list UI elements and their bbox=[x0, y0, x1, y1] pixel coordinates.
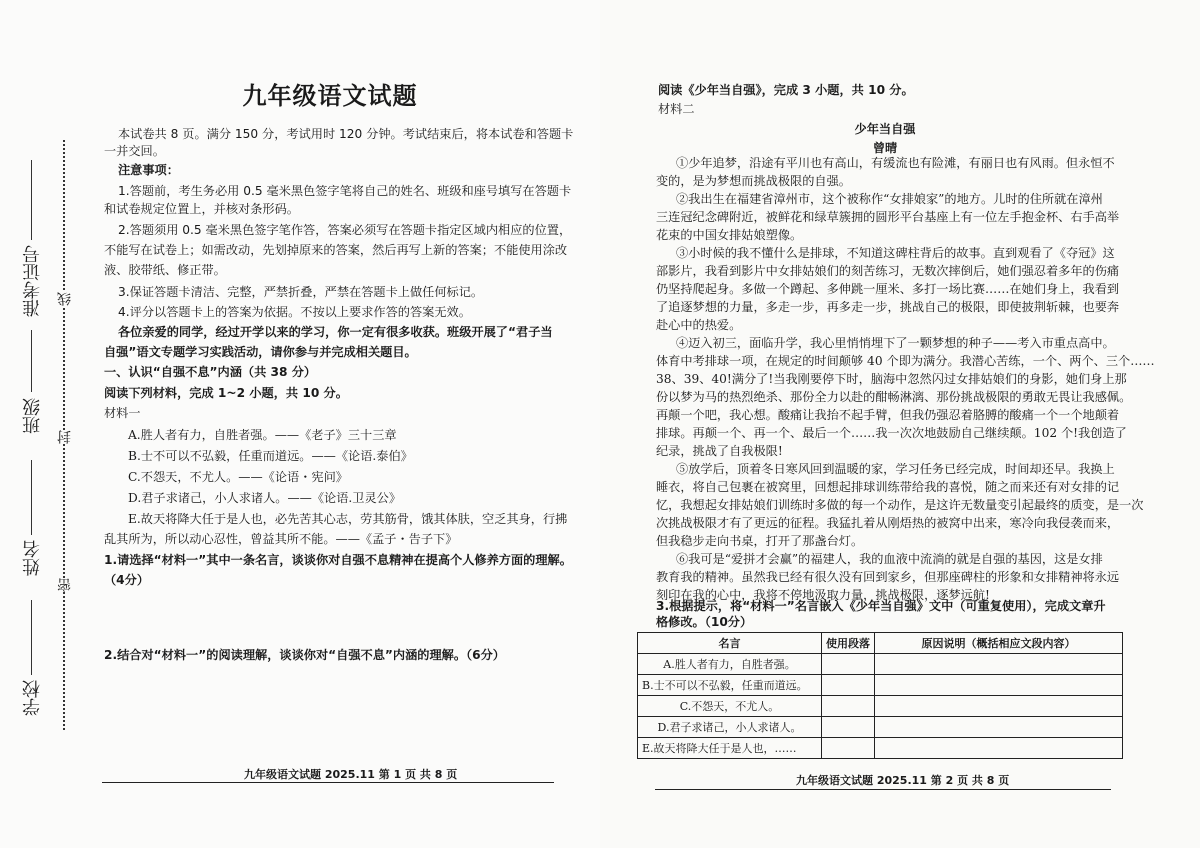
preface-line: 自强”语文专题学习实践活动，请你参与并完成相关题目。 bbox=[104, 345, 417, 359]
question-3: 3.根据提示，将“材料一”名言嵌入《少年当自强》文中（可重复使用），完成文章升 bbox=[656, 599, 1106, 613]
quote-usage-table bbox=[637, 632, 1123, 759]
essay-line: ①少年追梦，沿途有平川也有高山，有缓流也有险滩，有丽日也有风雨。但永恒不 bbox=[676, 156, 1115, 170]
name-field[interactable] bbox=[31, 460, 32, 535]
note-line: 2.答题须用 0.5 毫米黑色签字笔作答，答案必须写在答题卡指定区域内相应的位置， bbox=[118, 223, 572, 237]
page1-footer-rule bbox=[102, 782, 554, 783]
table-cell-paragraph[interactable] bbox=[822, 717, 875, 738]
essay-line: 赴心中的热爱。 bbox=[656, 318, 742, 332]
table-cell-paragraph[interactable] bbox=[822, 654, 875, 675]
notes-heading: 注意事项： bbox=[118, 163, 179, 177]
essay-line: 三连冠纪念碑附近，被鲜花和绿草簇拥的圆形平台基座上有一位左手抱金杯、右手高举 bbox=[656, 210, 1120, 224]
seal-char-feng: 封 bbox=[57, 430, 73, 444]
table-cell-quote: E.故天将降大任于是人也，…… bbox=[638, 738, 822, 759]
table-cell-reason[interactable] bbox=[875, 738, 1123, 759]
page1-footer: 九年级语文试题 2025.11 第 1 页 共 8 页 bbox=[244, 768, 458, 781]
essay-line: ⑤放学后，顶着冬日寒风回到温暖的家，学习任务已经完成，时间却还早。我换上 bbox=[676, 462, 1115, 476]
essay-line: 但我稳步走向书桌，打开了那盏台灯。 bbox=[656, 534, 864, 548]
binding-margin bbox=[0, 0, 95, 848]
note-line: 4.评分以答题卡上的答案为依据。不按以上要求作答的答案无效。 bbox=[118, 305, 471, 319]
essay-line: 再颠一个吧，我心想。酸痛让我抬不起手臂，但我仍强忍着胳膊的酸痛一个一个地颠着 bbox=[656, 408, 1120, 422]
table-cell-quote: C.不怨天，不尤人。 bbox=[638, 696, 822, 717]
school-field[interactable] bbox=[31, 600, 32, 675]
quote-e-cont: 乱其所为，所以动心忍性，曾益其所不能。——《孟子・告子下》 bbox=[104, 532, 458, 546]
class-field[interactable] bbox=[31, 330, 32, 392]
intro-line: 本试卷共 8 页。满分 150 分，考试用时 120 分钟。考试结束后，将本试卷和答题卡 bbox=[118, 127, 574, 141]
table-row bbox=[638, 696, 1123, 717]
quote-b: B.士不可以不弘毅，任重而道远。——《论语.泰伯》 bbox=[128, 449, 413, 463]
essay-line: ④迈入初三，面临升学，我心里悄悄埋下了一颗梦想的种子——考入市重点高中。 bbox=[676, 336, 1115, 350]
table-cell-quote: D.君子求诸己，小人求诸人。 bbox=[638, 717, 822, 738]
seal-char-xian: 线 bbox=[57, 292, 73, 306]
question-1: 1.请选择“材料一”其中一条名言，谈谈你对自强不息精神在提高个人修养方面的理解。 bbox=[104, 553, 572, 567]
essay-line: 部影片，我看到影片中女排姑娘们的刻苦练习，无数次摔倒后，她们强忍着多年的伤痛 bbox=[656, 264, 1120, 278]
essay-line: 了追逐梦想的力量，多走一步，再多走一步，挑战自己的极限，即使披荆斩棘，也要奔 bbox=[656, 300, 1120, 314]
ticket-field[interactable] bbox=[31, 160, 32, 240]
table-row bbox=[638, 717, 1123, 738]
ticket-label: 准考证号 bbox=[22, 245, 43, 317]
essay-title: 少年当自强 bbox=[854, 122, 916, 136]
table-cell-reason[interactable] bbox=[875, 654, 1123, 675]
table-header-row bbox=[638, 633, 1123, 654]
read-instruction: 阅读下列材料，完成 1~2 小题，共 10 分。 bbox=[104, 386, 348, 400]
essay-line: 体育中考排球一项，在规定的时间颠够 40 个即为满分。我潜心苦练，一个、两个、三个…… bbox=[656, 354, 1155, 368]
note-line: 1.答题前，考生务必用 0.5 毫米黑色签字笔将自己的姓名、班级和座号填写在答题卡 bbox=[118, 184, 572, 198]
note-line: 和试卷规定位置上，并核对条形码。 bbox=[104, 202, 299, 216]
note-line: 液、胶带纸、修正带。 bbox=[104, 263, 226, 277]
essay-line: 仍坚持爬起身。多做一个蹲起、多伸跳一厘米、多打一场比赛……在她们身上，我看到 bbox=[656, 282, 1120, 296]
table-row bbox=[638, 654, 1123, 675]
page-title: 九年级语文试题 bbox=[242, 82, 418, 110]
essay-line: ②我出生在福建省漳州市，这个被称作“女排娘家”的地方。儿时的住所就在漳州 bbox=[676, 192, 1103, 206]
class-label: 班级 bbox=[22, 398, 43, 434]
material-two-label: 材料二 bbox=[658, 102, 695, 116]
essay-line: 排球。再颠一个、再一个、最后一个……我一次次地鼓励自己继续颠。102 个!我创造了 bbox=[656, 426, 1127, 440]
table-cell-paragraph[interactable] bbox=[822, 675, 875, 696]
essay-line: 教育我的精神。虽然我已经有很久没有回到家乡，但那座碑柱的形象和女排精神将永远 bbox=[656, 570, 1120, 584]
essay-line: 刻印在我的心中，我将不停地汲取力量，挑战极限，逐梦远航! bbox=[656, 588, 990, 602]
table-row bbox=[638, 675, 1123, 696]
intro-line: 一并交回。 bbox=[104, 144, 165, 158]
question-1-score: （4分） bbox=[104, 573, 150, 587]
table-cell-paragraph[interactable] bbox=[822, 696, 875, 717]
name-label: 姓名 bbox=[22, 540, 43, 576]
essay-line: 变的，是为梦想而挑战极限的自强。 bbox=[656, 174, 851, 188]
section-heading: 一、认识“自强不息”内涵（共 38 分） bbox=[104, 365, 317, 379]
table-header-quote: 名言 bbox=[638, 633, 822, 654]
essay-line: 38、39、40!满分了!当我刚要停下时，脑海中忽然闪过女排姑娘们的身影，她们身上那 bbox=[656, 372, 1127, 386]
table-cell-reason[interactable] bbox=[875, 696, 1123, 717]
essay-line: 睡衣，将自己包裹在被窝里，回想起排球训练带给我的喜悦，随之而来还有对女排的记 bbox=[656, 480, 1120, 494]
table-header-reason: 原因说明（概括相应文段内容） bbox=[875, 633, 1123, 654]
essay-line: 份以梦为马的热烈绝杀、那份全力以赴的酣畅淋漓、那份挑战极限的勇敢无畏让我感佩。 bbox=[656, 390, 1132, 404]
essay-line: 忆，我想起女排姑娘们训练时多做的每一个动作，是这许无数量变引起最终的质变，是一次 bbox=[656, 498, 1144, 512]
table-cell-paragraph[interactable] bbox=[822, 738, 875, 759]
essay-line: ⑥我可是“爱拼才会赢”的福建人，我的血液中流淌的就是自强的基因，这是女排 bbox=[676, 552, 1103, 566]
quote-c: C.不怨天，不尤人。——《论语・宪问》 bbox=[128, 470, 348, 484]
page2-footer-rule bbox=[655, 789, 1111, 790]
note-line: 不能写在试卷上；如需改动，先划掉原来的答案，然后再写上新的答案；不能使用涂改 bbox=[104, 243, 568, 257]
table-cell-reason[interactable] bbox=[875, 675, 1123, 696]
reading-instruction: 阅读《少年当自强》，完成 3 小题，共 10 分。 bbox=[658, 83, 914, 97]
note-line: 3.保证答题卡清洁、完整，严禁折叠，严禁在答题卡上做任何标记。 bbox=[118, 285, 484, 299]
question-3-score: 格修改。（10分） bbox=[656, 615, 753, 629]
quote-d: D.君子求诸己，小人求诸人。——《论语.卫灵公》 bbox=[128, 491, 402, 505]
essay-line: 次挑战极限才有了更远的征程。我猛扎着从刚焐热的被窝中出来，寒冷向我侵袭而来， bbox=[656, 516, 1120, 530]
essay-line: 纪录，挑战了自我极限! bbox=[656, 444, 783, 458]
essay-line: ③小时候的我不懂什么是排球，不知道这碑柱背后的故事。直到观看了《夺冠》这 bbox=[676, 246, 1115, 260]
table-cell-quote: B.士不可以不弘毅，任重而道远。 bbox=[638, 675, 822, 696]
table-cell-quote: A.胜人者有力，自胜者强。 bbox=[638, 654, 822, 675]
essay-line: 花束的中国女排姑娘塑像。 bbox=[656, 228, 803, 242]
table-cell-reason[interactable] bbox=[875, 717, 1123, 738]
quote-e: E.故天将降大任于是人也，必先苦其心志，劳其筋骨，饿其体肤，空乏其身，行拂 bbox=[128, 512, 568, 526]
page2-footer: 九年级语文试题 2025.11 第 2 页 共 8 页 bbox=[796, 774, 1010, 787]
question-2: 2.结合对“材料一”的阅读理解，谈谈你对“自强不息”内涵的理解。（6分） bbox=[104, 648, 505, 662]
table-row bbox=[638, 738, 1123, 759]
seal-char-mi: 密 bbox=[57, 578, 73, 592]
essay-author: 曾晴 bbox=[872, 141, 898, 155]
material-one-label: 材料一 bbox=[104, 406, 141, 420]
table-header-paragraph: 使用段落 bbox=[822, 633, 875, 654]
preface-line: 各位亲爱的同学，经过开学以来的学习，你一定有很多收获。班级开展了“君子当 bbox=[118, 325, 553, 339]
school-label: 学校 bbox=[22, 680, 43, 716]
quote-a: A.胜人者有力，自胜者强。——《老子》三十三章 bbox=[128, 428, 397, 442]
